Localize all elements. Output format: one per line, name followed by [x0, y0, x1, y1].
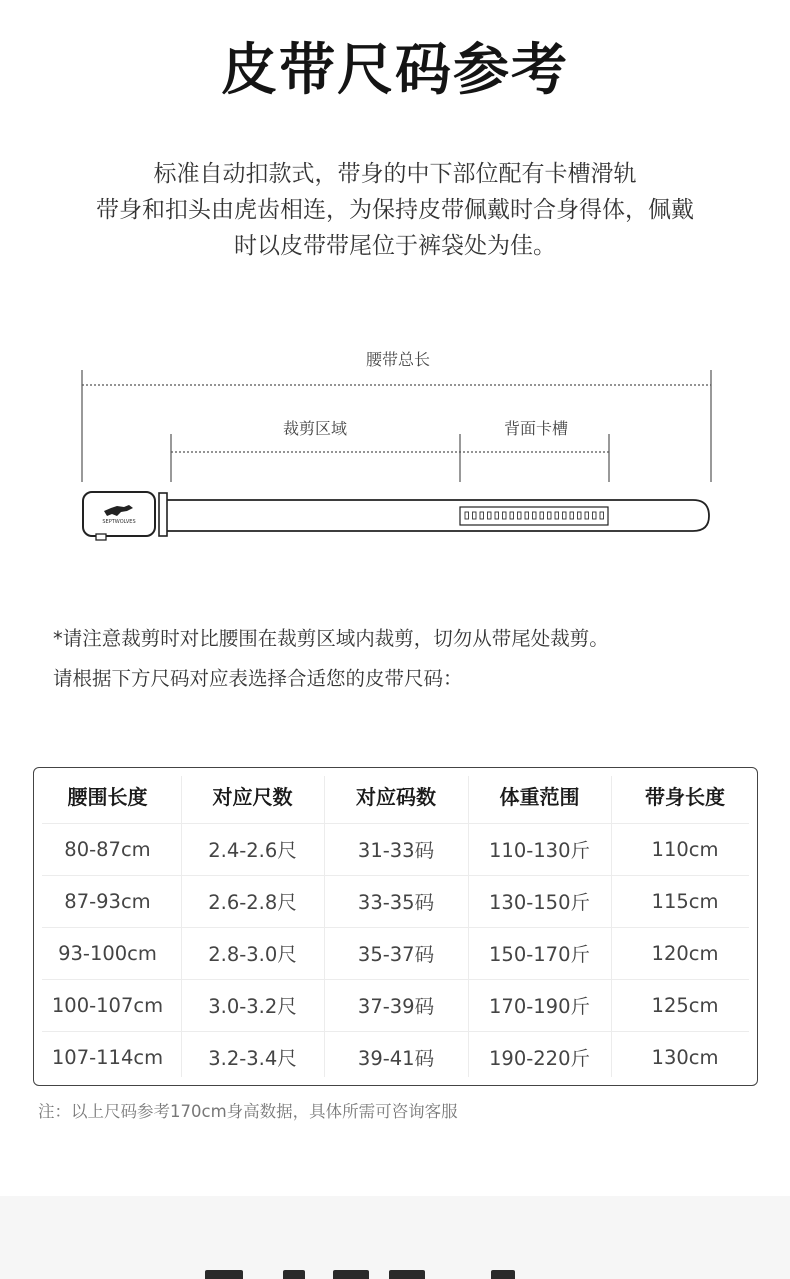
cut-area-label: 裁剪区域 [282, 419, 348, 438]
cell-belt-length: 110cm [651, 837, 719, 861]
cell-belt-length: 115cm [651, 889, 719, 913]
row-divider [42, 979, 749, 980]
description-line-2: 带身和扣头由虎齿相连，为保持皮带佩戴时合身得体，佩戴 [96, 197, 694, 223]
cell-chi: 3.0-3.2尺 [208, 995, 297, 1018]
page-title: 皮带尺码参考 [221, 38, 569, 103]
cell-chi: 2.4-2.6尺 [208, 839, 297, 862]
total-length-label: 腰带总长 [365, 350, 431, 369]
buckle-clip [96, 534, 106, 540]
cell-waist: 80-87cm [64, 837, 151, 861]
size-guide-note: 请根据下方尺码对应表选择合适您的皮带尺码： [53, 667, 463, 690]
header-chi: 对应尺数 [212, 785, 293, 809]
table-row [34, 979, 757, 1031]
cell-code: 37-39码 [357, 995, 435, 1018]
cell-code: 35-37码 [357, 943, 435, 966]
cell-weight: 170-190斤 [489, 995, 590, 1018]
description-line-3: 时以皮带带尾位于裤袋处为佳。 [234, 233, 556, 259]
cell-chi: 2.6-2.8尺 [208, 891, 297, 914]
cell-waist: 107-114cm [51, 1045, 164, 1069]
cell-weight: 130-150斤 [489, 891, 590, 914]
cell-belt-length: 125cm [651, 993, 719, 1017]
cell-weight: 190-220斤 [489, 1047, 590, 1070]
header-code: 对应码数 [356, 785, 436, 809]
footnote: 注：以上尺码参考170cm身高数据，具体所需可咨询客服 [38, 1102, 458, 1121]
cell-weight: 150-170斤 [489, 943, 590, 966]
row-divider [42, 927, 749, 928]
header-weight: 体重范围 [499, 785, 580, 809]
cutting-note: *请注意裁剪时对比腰围在裁剪区域内裁剪，切勿从带尾处裁剪。 [53, 627, 609, 650]
cell-chi: 2.8-3.0尺 [208, 943, 297, 966]
buckle-bar [159, 493, 167, 536]
table-row [34, 927, 757, 979]
header-belt-length: 带身长度 [645, 785, 725, 809]
cell-waist: 100-107cm [51, 993, 164, 1017]
next-section-preview [0, 1196, 790, 1279]
cell-weight: 110-130斤 [489, 839, 590, 862]
table-header-row [34, 768, 757, 823]
row-divider [42, 823, 749, 824]
cell-chi: 3.2-3.4尺 [208, 1047, 297, 1070]
header-waist: 腰围长度 [67, 785, 148, 809]
table-row [34, 1031, 757, 1083]
back-slot-label: 背面卡槽 [503, 419, 569, 438]
cell-code: 31-33码 [357, 839, 435, 862]
row-divider [42, 875, 749, 876]
buckle-brand-text: SEPTWOLVES [102, 519, 136, 525]
cell-belt-length: 120cm [651, 941, 719, 965]
description-line-1: 标准自动扣款式，带身的中下部位配有卡槽滑轨 [153, 161, 637, 187]
table-row [34, 823, 757, 875]
belt-diagram [0, 330, 790, 560]
cell-code: 39-41码 [357, 1047, 435, 1070]
row-divider [42, 1031, 749, 1032]
size-table [33, 767, 758, 1086]
next-section-title-peek [205, 1268, 515, 1279]
cell-belt-length: 130cm [651, 1045, 719, 1069]
belt-strap [160, 500, 709, 531]
cell-waist: 87-93cm [64, 889, 151, 913]
cell-code: 33-35码 [357, 891, 435, 914]
table-row [34, 875, 757, 927]
cell-waist: 93-100cm [58, 941, 157, 965]
back-slot-rail [460, 507, 608, 525]
